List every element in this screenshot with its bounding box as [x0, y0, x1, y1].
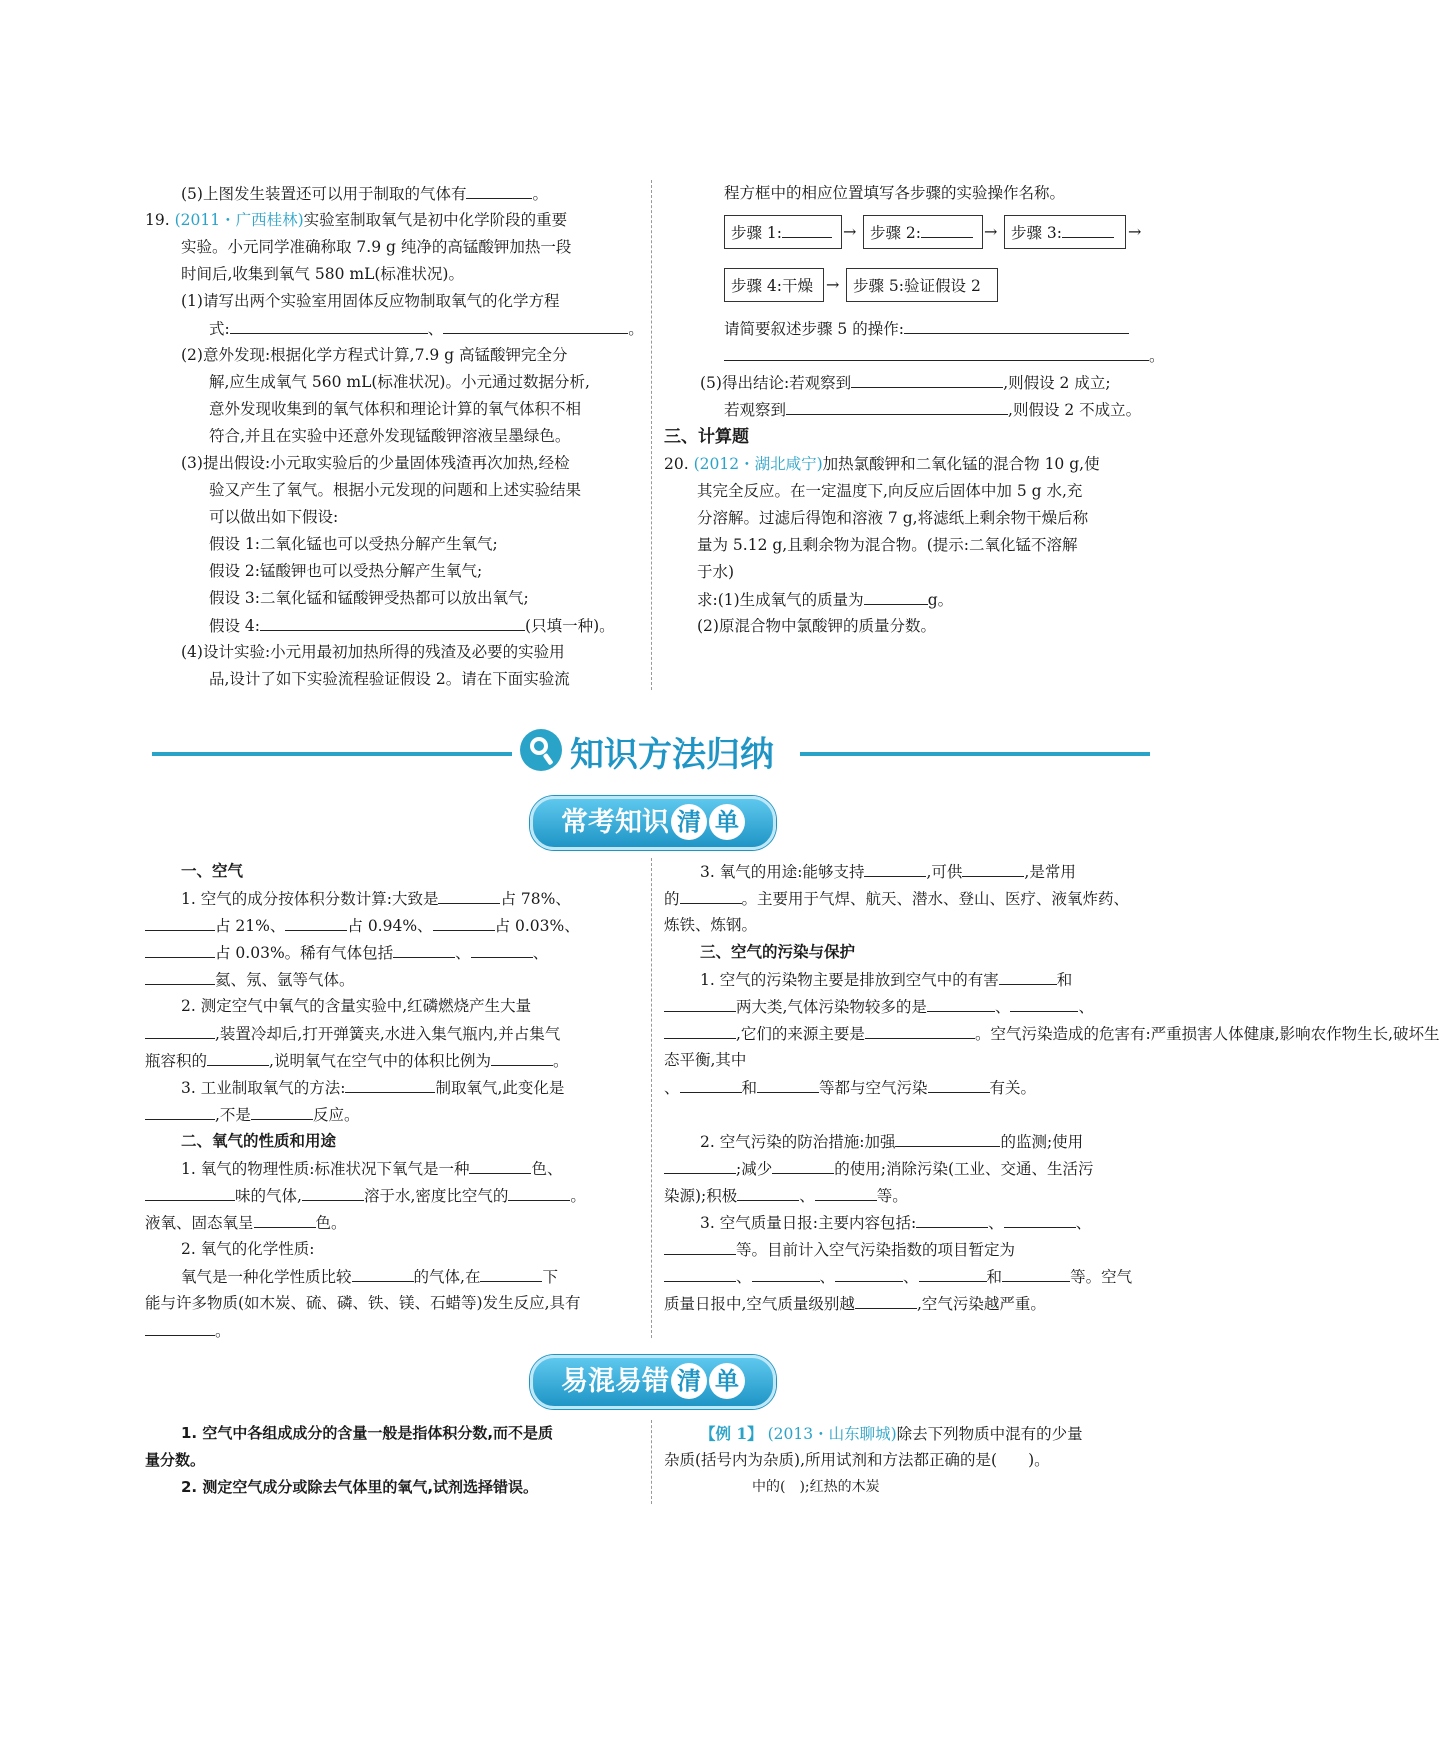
fill-blank[interactable] — [352, 1263, 414, 1282]
oxy-3-c: ,是常用 — [1024, 863, 1076, 881]
oxy-1-c: 味的气体, — [235, 1187, 302, 1205]
pol-3-line1 — [700, 1209, 1091, 1237]
step-1-label: 步骤 1: — [731, 224, 783, 242]
fill-blank[interactable] — [251, 1101, 313, 1120]
air-1-i: 氦、氖、氩等气体。 — [215, 971, 355, 989]
pill2-main: 易混易错 — [561, 1366, 669, 1397]
pol-2-a: 2. 空气污染的防治措施:加强 — [700, 1133, 896, 1151]
oxy-2-c: 下 — [542, 1268, 558, 1286]
air-2-b: ,装置冷却后,打开弹簧夹,水进入集气瓶内,并占集气 — [215, 1025, 561, 1043]
air-3-line1 — [181, 1074, 564, 1102]
equation-blank-2[interactable] — [443, 315, 628, 334]
air-1-line1 — [181, 885, 571, 913]
pill-confusing-errors — [530, 1355, 776, 1409]
fill-blank[interactable] — [145, 912, 215, 931]
pill1-main: 常考知识 — [561, 807, 669, 838]
fill-blank[interactable] — [916, 1209, 988, 1228]
q19-hypothesis-3: 假设 3:二氧化锰和锰酸钾受热都可以放出氧气; — [209, 589, 529, 607]
p5-label-1: (5)得出结论:若观察到 — [700, 374, 852, 392]
hypothesis-4-blank[interactable] — [260, 612, 525, 631]
fill-blank[interactable] — [865, 1020, 975, 1039]
q20-stem-line5: 于水) — [697, 563, 735, 581]
fill-blank[interactable] — [855, 1290, 917, 1309]
q18-item5-text: (5)上图发生装置还可以用于制取的气体有 — [181, 185, 467, 203]
fill-blank[interactable] — [815, 1182, 877, 1201]
fill-blank[interactable] — [664, 1236, 736, 1255]
oxy-3-a: 3. 氧气的用途:能够支持 — [700, 863, 865, 881]
pol-2-e: 染源);积极 — [664, 1187, 738, 1205]
oxy-3-b: ,可供 — [926, 863, 963, 881]
oxy-1-line1 — [181, 1155, 562, 1183]
pol-2-b: 的监测;使用 — [1000, 1133, 1084, 1151]
pol-1-l: 有关。 — [989, 1079, 1037, 1097]
oxy-1-f: 液氧、固态氧呈 — [145, 1214, 254, 1232]
air-3-a: 3. 工业制取氧气的方法: — [181, 1079, 346, 1097]
arrow-right-icon: → — [843, 222, 857, 241]
oxy-1-g: 色。 — [315, 1214, 347, 1232]
example-source: (2013・山东聊城) — [767, 1425, 897, 1443]
list-heading-oxygen: 二、氧气的性质和用途 — [181, 1132, 337, 1150]
fill-blank[interactable] — [438, 885, 500, 904]
oxy-2-line1: 2. 氧气的化学性质: — [181, 1240, 315, 1258]
pol-2-line2 — [664, 1155, 1094, 1183]
pol-3-f: 、 — [819, 1268, 836, 1286]
banner-title: 知识方法归纳 — [570, 735, 774, 775]
p5-blank-2[interactable] — [786, 396, 1008, 415]
pol-3-h: 和 — [986, 1268, 1003, 1286]
q19-p2-line2: 解,应生成氧气 560 mL(标准状况)。小元通过数据分析, — [209, 373, 590, 391]
oxy-1-b: 色、 — [531, 1160, 563, 1178]
fill-blank[interactable] — [680, 885, 742, 904]
q19-p1-line2 — [209, 315, 644, 343]
air-3-line2 — [145, 1101, 359, 1129]
fill-blank[interactable] — [480, 1263, 542, 1282]
confuse-line1: 1. 空气中各组成成分的含量一般是指体积分数,而不是质 — [181, 1424, 554, 1442]
pol-1-a: 1. 空气的污染物主要是排放到空气中的有害 — [700, 971, 999, 989]
q18-item5 — [181, 180, 548, 208]
fill-blank[interactable] — [962, 858, 1024, 877]
fill-blank[interactable] — [145, 1317, 215, 1336]
fill-blank[interactable] — [664, 1263, 736, 1282]
q19-p4-line3: 程方框中的相应位置填写各步骤的实验操作名称。 — [724, 184, 1066, 202]
fill-blank[interactable] — [664, 1155, 736, 1174]
pol-1-line5 — [664, 1074, 1036, 1102]
air-1-e: 占 0.03%、 — [494, 917, 580, 935]
air-1-a: 1. 空气的成分按体积分数计算:大致是 — [181, 890, 439, 908]
fill-blank[interactable] — [999, 966, 1057, 985]
pol-1-line1 — [700, 966, 1072, 994]
oxy-3-line1 — [700, 858, 1076, 886]
hypothesis-4-label: 假设 4: — [209, 617, 261, 635]
q18-item5-end: 。 — [532, 185, 548, 203]
pol-2-line1 — [700, 1128, 1083, 1156]
fill-blank[interactable] — [145, 1182, 235, 1201]
air-3-d: 反应。 — [312, 1106, 360, 1124]
pol-3-b: 、 — [988, 1214, 1004, 1232]
banner-line-right — [800, 752, 1150, 756]
pol-1-line3 — [664, 1020, 1440, 1048]
example-line1 — [700, 1420, 1083, 1448]
q20-stem-1: 加热氯酸钾和二氧化锰的混合物 10 g,使 — [822, 455, 1100, 473]
q20-q1-label: 求:(1)生成氧气的质量为 — [697, 591, 864, 609]
step-2-blank[interactable] — [921, 219, 973, 238]
q19-stem-line3: 时间后,收集到氧气 580 mL(标准状况)。 — [181, 265, 464, 283]
oxy-3-d: 的 — [664, 890, 680, 908]
fill-blank[interactable] — [835, 1263, 903, 1282]
q19-p5-line1 — [700, 369, 1111, 397]
oxy-1-line3 — [145, 1209, 347, 1237]
fill-blank[interactable] — [664, 1020, 736, 1039]
fill-blank[interactable] — [737, 1182, 799, 1201]
step5-question — [724, 315, 1129, 343]
fill-blank[interactable] — [919, 1263, 987, 1282]
column-divider-top — [651, 180, 652, 690]
example-tag: 【例 1】 — [700, 1424, 763, 1443]
q20-stem-line2: 其完全反应。在一定温度下,向反应后固体中加 5 g 水,充 — [697, 482, 1083, 500]
q19-number: 19. — [145, 211, 170, 229]
air-3-c: ,不是 — [215, 1106, 251, 1124]
fill-blank[interactable] — [508, 1182, 570, 1201]
answer-blank[interactable] — [466, 180, 532, 199]
pol-1-line4: 态平衡,其中 — [664, 1051, 747, 1069]
fill-blank[interactable] — [772, 1155, 834, 1174]
example-line2: 杂质(括号内为杂质),所用试剂和方法都正确的是( )。 — [664, 1451, 1050, 1469]
pol-2-c: ;减少 — [736, 1160, 773, 1178]
air-2-d: ,说明氧气在空气中的体积比例为 — [269, 1052, 491, 1070]
air-2-line2 — [145, 1020, 560, 1048]
step-box-1 — [724, 215, 842, 249]
step-2-label: 步骤 2: — [870, 224, 922, 242]
pol-1-line2 — [664, 993, 1094, 1021]
pol-3-e: 、 — [736, 1268, 752, 1286]
q20-q1-blank[interactable] — [864, 586, 928, 605]
q20-source: (2012・湖北咸宁) — [693, 455, 823, 473]
step5-label: 请简要叙述步骤 5 的操作: — [724, 320, 904, 338]
p5-result-1: ,则假设 2 成立; — [1003, 374, 1111, 392]
fill-blank[interactable] — [1004, 1209, 1076, 1228]
fill-blank[interactable] — [145, 966, 215, 985]
air-1-line4 — [145, 966, 355, 994]
fill-blank[interactable] — [145, 1020, 215, 1039]
p5-blank-1[interactable] — [851, 369, 1003, 388]
pol-3-line3 — [664, 1263, 1132, 1291]
step-box-3 — [1004, 215, 1126, 249]
fill-blank[interactable] — [285, 912, 347, 931]
fill-blank[interactable] — [145, 1101, 215, 1120]
pill2-char-1: 清 — [671, 1363, 707, 1399]
arrow-right-icon: → — [826, 275, 840, 294]
oxy-2-line4 — [145, 1317, 231, 1345]
fill-blank[interactable] — [393, 939, 455, 958]
oxy-2-end: 。 — [215, 1322, 231, 1340]
oxy-1-d: 溶于水,密度比空气的 — [363, 1187, 509, 1205]
air-1-h: 、 — [532, 944, 549, 962]
q20-stem-line1 — [664, 451, 1100, 478]
pol-1-h: 染造成的危害有:严重损害人体健康,影响农作物生长,破坏生 — [1036, 1025, 1440, 1043]
pol-3-d: 等。目前计入空气污染指数的项目暂定为 — [736, 1241, 1016, 1259]
air-1-line3 — [145, 939, 548, 967]
q20-stem-line3: 分溶解。过滤后得饱和溶液 7 g,将滤纸上剩余物干燥后称 — [697, 509, 1089, 527]
step5-end: 。 — [1149, 347, 1165, 365]
fill-blank[interactable] — [757, 1074, 819, 1093]
air-1-f: 占 0.03%。稀有气体包括 — [215, 944, 394, 962]
oxy-1-line2 — [145, 1182, 586, 1210]
q19-p4-line1: (4)设计实验:小元用最初加热所得的残渣及必要的实验用 — [181, 643, 565, 661]
air-1-g: 、 — [455, 944, 471, 962]
step5-answer-line2 — [724, 342, 1165, 370]
air-1-line2 — [145, 912, 580, 940]
q20-q1-unit: g。 — [927, 591, 954, 609]
q20-question-1 — [697, 586, 953, 614]
fill-blank[interactable] — [254, 1209, 316, 1228]
pol-3-k: ,空气污染越严重。 — [916, 1295, 1046, 1313]
air-2-c: 瓶容积的 — [145, 1052, 208, 1070]
q20-number: 20. — [664, 455, 689, 473]
magnifier-icon — [518, 727, 564, 773]
arrow-right-icon: → — [984, 222, 998, 241]
q19-hypothesis-2: 假设 2:锰酸钾也可以受热分解产生氧气; — [209, 562, 483, 580]
pol-1-f: ,它们的来源主要是 — [736, 1025, 865, 1043]
fill-blank[interactable] — [433, 912, 495, 931]
q19-source: (2011・广西桂林) — [174, 211, 304, 229]
step-box-5: 步骤 5:验证假设 2 — [846, 268, 998, 302]
q19-p4-line2: 品,设计了如下实验流程验证假设 2。请在下面实验流 — [209, 670, 570, 688]
q19-p1-prefix: 式: — [209, 320, 230, 338]
pill1-char-2: 单 — [709, 804, 745, 840]
pol-1-g: 。空气污 — [974, 1025, 1037, 1043]
oxy-3-e: 。主要用于气焊、航天、潜水、登山、医疗、液氧炸药、 — [741, 890, 1130, 908]
oxy-3-line3: 炼铁、炼钢。 — [664, 916, 758, 934]
column-divider-middle — [651, 858, 652, 1338]
example-line3: 中的( );红热的木炭 — [752, 1479, 880, 1495]
oxy-1-e: 。 — [570, 1187, 586, 1205]
oxy-2-line2 — [181, 1263, 558, 1291]
q19-p2-line4: 符合,并且在实验中还意外发现锰酸钾溶液呈墨绿色。 — [209, 427, 571, 445]
p5-label-2: 若观察到 — [724, 401, 787, 419]
pol-2-g: 等。 — [876, 1187, 908, 1205]
fill-blank[interactable] — [471, 939, 533, 958]
air-1-c: 占 21%、 — [215, 917, 286, 935]
pol-2-d: 的使用;消除污染(工业、交通、生活污 — [834, 1160, 1094, 1178]
pill1-char-1: 清 — [671, 804, 707, 840]
oxy-2-line3: 能与许多物质(如木炭、硫、磷、铁、镁、石蜡等)发生反应,具有 — [145, 1294, 581, 1312]
pol-3-c: 、 — [1075, 1214, 1092, 1232]
q19-p3-line2: 验又产生了氧气。根据小元发现的问题和上述实验结果 — [209, 481, 582, 499]
q19-p3-line1: (3)提出假设:小元取实验后的少量固体残渣再次加热,经检 — [181, 454, 570, 472]
pol-2-f: 、 — [799, 1187, 815, 1205]
fill-blank[interactable] — [895, 1128, 1000, 1147]
air-1-d: 占 0.94%、 — [347, 917, 433, 935]
pol-1-c: 两大类,气体污染物较多的是 — [736, 998, 927, 1016]
fill-blank[interactable] — [491, 1047, 553, 1066]
confuse-line3: 2. 测定空气成分或除去气体里的氧气,试剂选择错误。 — [181, 1478, 539, 1496]
air-2-line1: 2. 测定空气中氧气的含量实验中,红磷燃烧产生大量 — [181, 997, 532, 1015]
pol-1-d: 、 — [994, 998, 1011, 1016]
fill-blank[interactable] — [680, 1074, 742, 1093]
fill-blank[interactable] — [345, 1074, 435, 1093]
q19-stem-line1 — [145, 207, 567, 234]
q19-p1-line1: (1)请写出两个实验室用固体反应物制取氧气的化学方程 — [181, 292, 560, 310]
q20-stem-line4: 量为 5.12 g,且剩余物为混合物。(提示:二氧化锰不溶解 — [697, 536, 1078, 554]
q20-question-2: (2)原混合物中氯酸钾的质量分数。 — [697, 617, 936, 635]
air-3-b: 制取氧气,此变化是 — [435, 1079, 565, 1097]
q19-p2-line3: 意外发现收集到的氧气体积和理论计算的氧气体积不相 — [209, 400, 582, 418]
oxy-2-b: 的气体,在 — [413, 1268, 481, 1286]
q19-hypothesis-4 — [209, 612, 615, 640]
oxy-3-line2 — [664, 885, 1129, 913]
pol-3-line4 — [664, 1290, 1046, 1318]
pol-3-a: 3. 空气质量日报:主要内容包括: — [700, 1214, 917, 1232]
q19-p5-line2 — [724, 396, 1141, 424]
pol-1-k: 等都与空气污染 — [819, 1079, 928, 1097]
pol-1-e: 、 — [1078, 998, 1094, 1016]
pol-1-b: 和 — [1056, 971, 1073, 989]
q19-p2-line1: (2)意外发现:根据化学方程式计算,7.9 g 高锰酸钾完全分 — [181, 346, 568, 364]
equation-blank-1[interactable] — [230, 315, 428, 334]
pol-2-line3 — [664, 1182, 908, 1210]
step5-blank-2[interactable] — [724, 342, 1149, 361]
step-3-label: 步骤 3: — [1011, 224, 1063, 242]
step-box-2 — [863, 215, 983, 249]
q19-p1-sep: 、 — [427, 320, 444, 338]
pill-frequent-knowledge — [530, 796, 776, 850]
fill-blank[interactable] — [1010, 993, 1078, 1012]
q19-stem-1: 实验室制取氧气是初中化学阶段的重要 — [303, 211, 568, 229]
hypothesis-4-note: (只填一种)。 — [525, 617, 615, 635]
step-box-4: 步骤 4:干燥 — [724, 268, 824, 302]
step-3-blank[interactable] — [1062, 219, 1114, 238]
confuse-line2: 量分数。 — [145, 1451, 206, 1469]
fill-blank[interactable] — [752, 1263, 820, 1282]
column-divider-bottom — [651, 1420, 652, 1504]
fill-blank[interactable] — [928, 1074, 990, 1093]
pol-3-line2 — [664, 1236, 1015, 1264]
pol-1-i: 、 — [664, 1079, 680, 1097]
q19-p1-end: 。 — [628, 320, 644, 338]
fill-blank[interactable] — [864, 858, 926, 877]
air-2-e: 。 — [552, 1052, 569, 1070]
q19-p3-line3: 可以做出如下假设: — [209, 508, 339, 526]
oxy-1-a: 1. 氧气的物理性质:标准状况下氧气是一种 — [181, 1160, 470, 1178]
example-stem: 除去下列物质中混有的少量 — [896, 1425, 1083, 1443]
step5-blank-1[interactable] — [904, 315, 1129, 334]
fill-blank[interactable] — [302, 1182, 364, 1201]
step-1-blank[interactable] — [782, 219, 832, 238]
arrow-right-icon: → — [1128, 222, 1142, 241]
fill-blank[interactable] — [207, 1047, 269, 1066]
fill-blank[interactable] — [1002, 1263, 1070, 1282]
pol-1-j: 和 — [741, 1079, 758, 1097]
fill-blank[interactable] — [664, 993, 736, 1012]
air-1-b: 占 78%、 — [500, 890, 571, 908]
pol-3-j: 质量日报中,空气质量级别越 — [664, 1295, 855, 1313]
q19-stem-line2: 实验。小元同学准确称取 7.9 g 纯净的高锰酸钾加热一段 — [181, 238, 572, 256]
fill-blank[interactable] — [145, 939, 215, 958]
banner-line-left — [152, 752, 512, 756]
list-heading-pollution: 三、空气的污染与保护 — [700, 943, 856, 961]
oxy-2-a: 氧气是一种化学性质比较 — [181, 1268, 352, 1286]
pill2-char-2: 单 — [709, 1363, 745, 1399]
pol-3-g: 、 — [903, 1268, 919, 1286]
section-3-title: 三、计算题 — [664, 427, 749, 447]
air-2-line3 — [145, 1047, 568, 1075]
list-heading-air: 一、空气 — [181, 862, 244, 880]
q19-hypothesis-1: 假设 1:二氧化锰也可以受热分解产生氧气; — [209, 535, 498, 553]
fill-blank[interactable] — [469, 1155, 531, 1174]
pol-3-i: 等。空气 — [1070, 1268, 1133, 1286]
fill-blank[interactable] — [927, 993, 995, 1012]
p5-result-2: ,则假设 2 不成立。 — [1008, 401, 1142, 419]
